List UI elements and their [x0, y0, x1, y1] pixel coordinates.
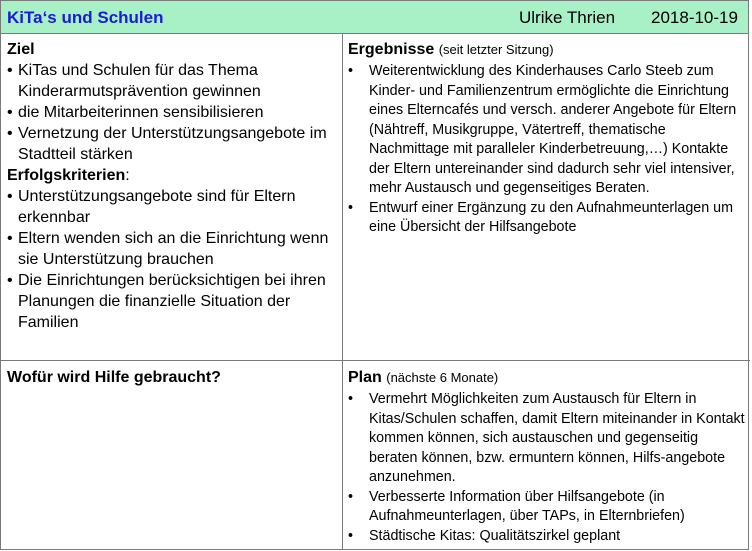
list-item: • Verbesserte Information über Hilfsangebote (in Aufnahmeunterlagen, über TAPs, in Elternbriefen)	[348, 488, 746, 527]
results-heading-row	[348, 39, 746, 60]
goal-heading: Ziel	[7, 41, 35, 58]
results-heading: Ergebnisse	[348, 41, 435, 58]
author-name: Ulrike Thrien	[519, 8, 616, 27]
success-criteria-heading-row	[7, 165, 339, 186]
list-item: • Unterstützungsangebote sind für Eltern erkennbar	[7, 186, 339, 228]
goal-cell	[7, 39, 339, 333]
list-item: • Weiterentwicklung des Kinderhauses Carlo Steeb zum Kinder- und Familienzentrum ermöglichte die Einrichtung eines Elterncafés und versch. anderer Angebote für Eltern (Nähtreff, Musikgruppe, Vätertreff, thematische Nachmittage mit paralleler Kinderbetreuung,…) Kontakte der Eltern untereinander sind dadurch sehr viel intensiver, mehr Austausch und gegenseitiges Beraten.	[348, 62, 746, 199]
help-needed-heading: Wofür wird Hilfe gebraucht?	[7, 369, 221, 386]
results-cell	[348, 39, 746, 238]
document-title: KiTa‘s und Schulen	[7, 8, 164, 27]
plan-heading: Plan	[348, 369, 382, 386]
row-divider	[1, 360, 750, 361]
success-criteria-list	[7, 186, 339, 333]
list-item: • Die Einrichtungen berücksichtigen bei ihren Planungen die finanzielle Situation der Familien	[7, 270, 339, 333]
list-item: • KiTas und Schulen für das Thema Kinderarmutsprävention gewinnen	[7, 60, 339, 102]
list-item: • Vermehrt Möglichkeiten zum Austausch für Eltern in Kitas/Schulen schaffen, damit Eltern miteinander in Kontakt kommen können, sich austauschen und gegenseitig beraten können, bzw. ermuntern können, Hilfs-angebote anzunehmen.	[348, 390, 746, 488]
header-bar	[0, 0, 749, 34]
content-grid	[0, 33, 749, 550]
list-item: • Vernetzung der Unterstützungsangebote im Stadtteil stärken	[7, 123, 339, 165]
list-item: • Eltern wenden sich an die Einrichtung wenn sie Unterstützung brauchen	[7, 228, 339, 270]
plan-heading-row	[348, 367, 746, 388]
document-date: 2018-10-19	[651, 8, 738, 27]
plan-cell	[348, 367, 746, 546]
list-item: • Städtische Kitas: Qualitätszirkel geplant	[348, 527, 746, 547]
help-needed-cell	[7, 367, 339, 388]
results-list	[348, 62, 746, 238]
plan-note: (nächste 6 Monate)	[386, 370, 499, 385]
results-note: (seit letzter Sitzung)	[438, 42, 554, 57]
column-divider	[342, 33, 343, 550]
list-item: • die Mitarbeiterinnen sensibilisieren	[7, 102, 339, 123]
list-item: • Entwurf einer Ergänzung zu den Aufnahmeunterlagen um eine Übersicht der Hilfsangebote	[348, 199, 746, 238]
plan-list	[348, 390, 746, 546]
success-criteria-colon: :	[125, 167, 130, 184]
goal-list	[7, 60, 339, 165]
success-criteria-heading: Erfolgskriterien	[7, 167, 126, 184]
